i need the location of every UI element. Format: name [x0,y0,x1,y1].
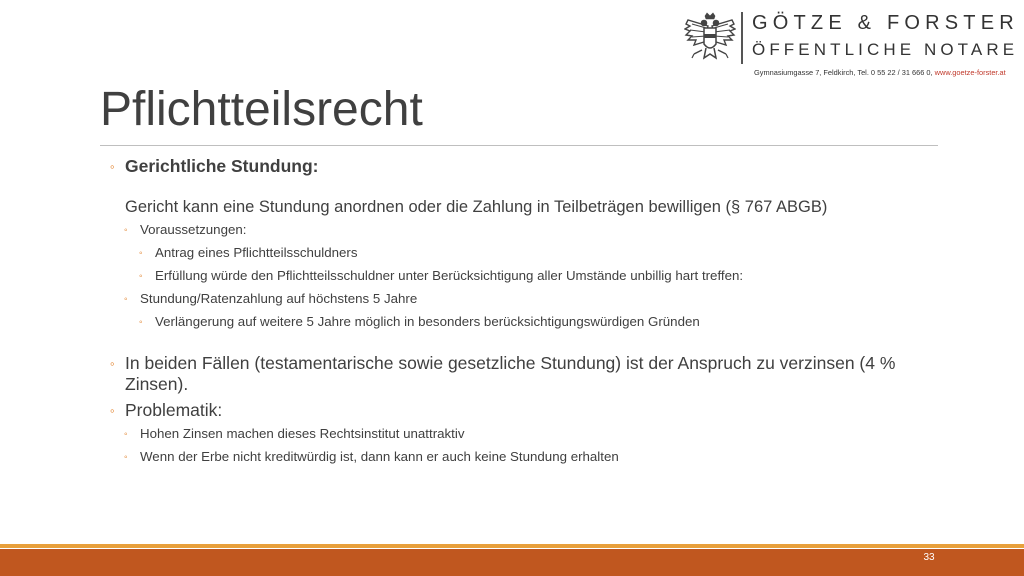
bullet-text: Erfüllung würde den Pflichtteilsschuldner unter Berücksichtigung aller Umstände unbillig hart treffen: [155,268,744,283]
bullet-item [108,289,908,309]
slide-title: Pflichtteilsrecht [100,83,423,136]
firm-name: GÖTZE & FORSTER [752,12,1019,34]
bullet-text: Stundung/Ratenzahlung auf höchstens 5 Jahre [140,291,418,306]
bullet-icon: ◦ [124,429,128,440]
paragraph-text [108,196,908,218]
bullet-icon: ◦ [124,452,128,463]
bullet-item [108,400,908,421]
eagle-emblem-icon [684,12,736,66]
bullet-icon: ◦ [110,356,115,371]
logo-divider [741,12,743,64]
bullet-icon: ◦ [139,271,143,282]
bullet-text: Wenn der Erbe nicht kreditwürdig ist, dann kann er auch keine Stundung erhalten [140,449,619,464]
bullet-icon: ◦ [124,294,128,305]
bullet-text: Problematik: [125,400,223,420]
bullet-item [108,266,908,286]
bullet-icon: ◦ [124,225,128,236]
bullet-item [108,447,908,467]
bullet-icon: ◦ [139,317,143,328]
bullet-text: Antrag eines Pflichtteilsschuldners [155,245,358,260]
slide-content [108,154,908,467]
bullet-item [108,353,915,395]
bullet-item [108,424,908,444]
title-underline [100,145,938,146]
bullet-icon: ◦ [139,248,143,259]
page-number: 33 [923,552,935,563]
bullet-item [108,243,908,263]
bullet-text: Hohen Zinsen machen dieses Rechtsinstitut unattraktiv [140,426,465,441]
bullet-text: Voraussetzungen: [140,222,247,237]
bullet-item [108,312,908,332]
firm-subtitle: ÖFFENTLICHE NOTARE [752,40,1019,59]
bullet-icon: ◦ [110,403,115,418]
bullet-text: In beiden Fällen (testamentarische sowie gesetzliche Stundung) ist der Anspruch zu verzinsen (4 % Zinsen). [125,353,896,394]
bullet-text: Gerichtliche Stundung: [125,156,319,176]
paragraph-text-content: Gericht kann eine Stundung anordnen oder die Zahlung in Teilbeträgen bewilligen (§ 767 ABGB) [125,198,828,216]
bullet-item [108,156,908,177]
footer-accent-line [0,544,1024,548]
footer-band [0,549,1024,576]
firm-logo [684,8,1019,80]
firm-website-link[interactable]: www.goetze-forster.at [934,68,1006,77]
bullet-text: Verlängerung auf weitere 5 Jahre möglich in besonders berücksichtigungswürdigen Gründen [155,314,700,329]
bullet-item [108,220,908,240]
firm-address-text: Gymnasiumgasse 7, Feldkirch, Tel. 0 55 22 / 31 666 0, [754,68,933,77]
firm-address [754,68,1006,77]
bullet-icon: ◦ [110,159,115,174]
